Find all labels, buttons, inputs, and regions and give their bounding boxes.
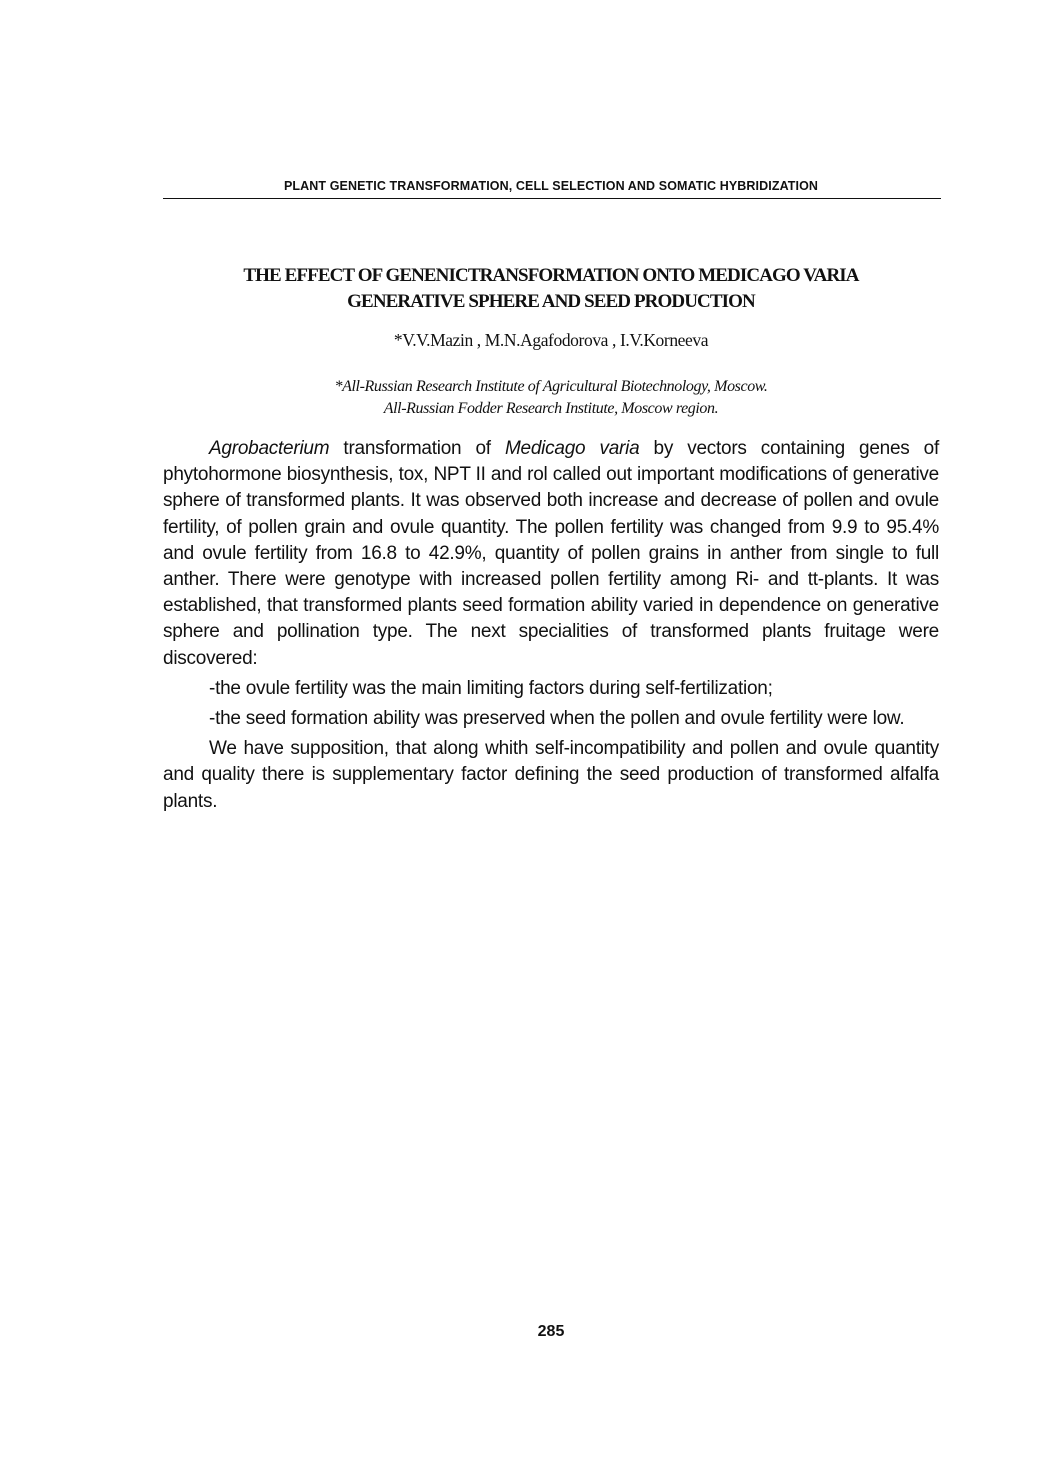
abstract-paragraph-1: Agrobacterium transformation of Medicago varia by vectors containing genes of phytohormone biosynthesis, tox, NPT II and rol called out important modifications of generative sphere of transformed plants. It was observed both increase and decrease of pollen and ovule fertility, of pollen grain and ovule quantity. The pollen fertility was changed from 9.9 to 95.4% and ovule fertility from 16.8 to 42.9%, quantity of pollen grains in anther from single to full anther. There were genotype with increased pollen fertility among Ri- and tt-plants. It was established, that transformed plants seed formation ability varied in dependence on generative sphere and pollination type. The next specialities of transformed plants fruitage were discovered: (163, 438, 940, 669)
affiliations (163, 376, 939, 420)
abstract-paragraph-4: We have supposition, that along whith self-incompatibility and pollen and ovule quantity and quality there is supplementary factor defining the seed production of transformed alfalfa plants. (163, 738, 939, 812)
abstract-body (163, 436, 939, 815)
affiliation-line-2: All-Russian Fodder Research Institute, Moscow region. (383, 400, 719, 417)
page-number: 285 (537, 1323, 565, 1340)
running-header: PLANT GENETIC TRANSFORMATION, CELL SELECTION AND SOMATIC HYBRIDIZATION (283, 179, 819, 193)
affiliation-line-1: *All-Russian Research Institute of Agricultural Biotechnology, Moscow. (334, 378, 768, 395)
paper-title-line-2: GENERATIVE SPHERE AND SEED PRODUCTION (347, 291, 755, 312)
organism-name-agrobacterium: Agrobacterium (209, 438, 330, 459)
author-list: *V.V.Mazin , M.N.Agafodorova , I.V.Korneeva (393, 330, 709, 350)
paper-title-line-1: THE EFFECT OF GENENICTRANSFORMATION ONTO MEDICAGO VARIA (243, 265, 859, 286)
header-rule (163, 198, 941, 199)
abstract-paragraph-3: -the seed formation ability was preserved when the pollen and ovule fertility were low. (209, 708, 905, 730)
organism-name-medicago: Medicago varia (504, 438, 640, 459)
abstract-paragraph-2: -the ovule fertility was the main limiting factors during self-fertilization; (209, 677, 773, 699)
paper-title (150, 263, 952, 315)
